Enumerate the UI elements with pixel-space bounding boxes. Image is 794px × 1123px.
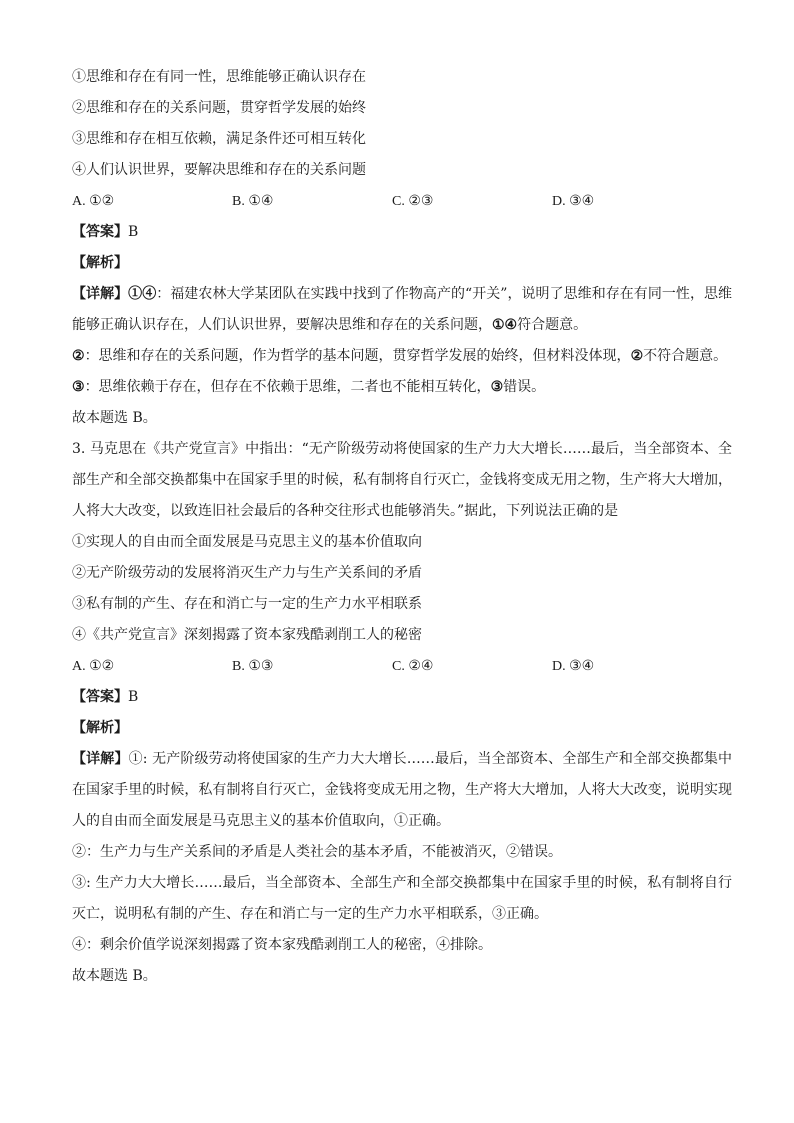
q3-answer <box>72 682 732 713</box>
q2-option-c: C. ②③ <box>392 194 434 209</box>
q3-analysis-label: 【解析】 <box>72 720 128 736</box>
q3-option-a: A. ①② <box>72 659 115 674</box>
q2-option-a: A. ①② <box>72 194 115 209</box>
q2-analysis-label: 【解析】 <box>72 255 128 271</box>
q2-conclusion: 故本题选 B。 <box>72 410 157 426</box>
q3-conclusion: 故本题选 B。 <box>72 968 157 984</box>
q2-detail-3-head: ③ <box>72 379 85 395</box>
q2-detail-1-text: ：福建农林大学某团队在实践中找到了作物高产的“开关”，说明了思维和存在有同一性，思维能够正确认识存在，人们认识世界，要解决思维和存在的关系问题， <box>72 286 733 333</box>
q3-statement-1: ①实现人的自由而全面发展是马克思主义的基本价值取向 <box>72 534 422 550</box>
q2-detail-3 <box>72 372 732 403</box>
q3-detail-label: 【详解】 <box>72 751 129 767</box>
q2-detail-2-text: ：思维和存在的关系问题，作为哲学的基本问题，贯穿哲学发展的始终，但材料没体现， <box>84 348 631 364</box>
q3-stem: 3. 马克思在《共产党宣言》中指出：“无产阶级劳动将使国家的生产力大大增长……最后，当全部资本、全部生产和全部交换都集中在国家手里的时候，私有制将自行灭亡，金钱将变成无用之物，生产将大大增加，人将大大改变，以致连旧社会最后的各种交往形式也能够消失。”据此，下列说法正确的是 <box>72 441 732 519</box>
q2-detail-2-head: ② <box>72 348 85 364</box>
document-page <box>72 62 732 992</box>
q3-option-d: D. ③④ <box>552 659 595 674</box>
q2-detail-2-ref: ② <box>630 348 644 364</box>
q2-answer-label: 【答案】 <box>72 224 128 240</box>
q2-analysis-heading <box>72 248 732 279</box>
q3-option-b: B. ①③ <box>232 659 274 674</box>
q3-detail-2: ②：生产力与生产关系间的矛盾是人类社会的基本矛盾，不能被消灭，②错误。 <box>72 844 562 860</box>
q2-statement-3: ③思维和存在相互依赖，满足条件还可相互转化 <box>72 131 366 147</box>
q2-statement-2: ②思维和存在的关系问题，贯穿哲学发展的始终 <box>72 100 366 116</box>
q2-answer <box>72 217 732 248</box>
q3-answer-label: 【答案】 <box>72 689 128 705</box>
q2-detail-1-tail: 符合题意。 <box>517 317 588 333</box>
q2-detail-1-ref: ①④ <box>492 317 518 333</box>
q3-options <box>72 651 732 682</box>
q2-detail-1 <box>72 279 732 341</box>
q3-analysis-heading <box>72 713 732 744</box>
q2-statement-1: ①思维和存在有同一性，思维能够正确认识存在 <box>72 69 366 85</box>
q2-options <box>72 186 732 217</box>
q2-detail-3-ref: ③ <box>490 379 504 395</box>
q3-detail-1 <box>72 744 732 837</box>
q3-statement-3: ③私有制的产生、存在和消亡与一定的生产力水平相联系 <box>72 596 422 612</box>
q2-answer-value: B <box>128 224 139 240</box>
q3-detail-4: ④：剩余价值学说深刻揭露了资本家残酷剥削工人的秘密，④排除。 <box>72 937 492 953</box>
q3-option-c: C. ②④ <box>392 659 434 674</box>
q3-answer-value: B <box>128 689 139 705</box>
q3-statement-2: ②无产阶级劳动的发展将消灭生产力与生产关系间的矛盾 <box>72 565 422 581</box>
q3-detail-1-text: ①: 无产阶级劳动将使国家的生产力大大增长……最后，当全部资本、全部生产和全部交换都集中在国家手里的时候，私有制将自行灭亡，金钱将变成无用之物，生产将大大增加，人将大大改变，说明实现人的自由而全面发展是马克思主义的基本价值取向，①正确。 <box>72 751 732 829</box>
q2-detail-1-head: ①④ <box>128 286 157 302</box>
q3-detail-3: ③: 生产力大大增长……最后，当全部资本、全部生产和全部交换都集中在国家手里的时候，私有制将自行灭亡，说明私有制的产生、存在和消亡与一定的生产力水平相联系，③正确。 <box>72 875 732 922</box>
q2-detail-label: 【详解】 <box>72 286 129 302</box>
q2-detail-2-tail: 不符合题意。 <box>643 348 728 364</box>
q3-statement-4: ④《共产党宣言》深刻揭露了资本家残酷剥削工人的秘密 <box>72 627 422 643</box>
q2-detail-2 <box>72 341 732 372</box>
q2-option-b: B. ①④ <box>232 194 274 209</box>
q2-detail-3-tail: 错误。 <box>503 379 546 395</box>
q2-option-d: D. ③④ <box>552 194 595 209</box>
q2-detail-3-text: ：思维依赖于存在，但存在不依赖于思维，二者也不能相互转化， <box>84 379 491 395</box>
q2-statement-4: ④人们认识世界，要解决思维和存在的关系问题 <box>72 162 366 178</box>
